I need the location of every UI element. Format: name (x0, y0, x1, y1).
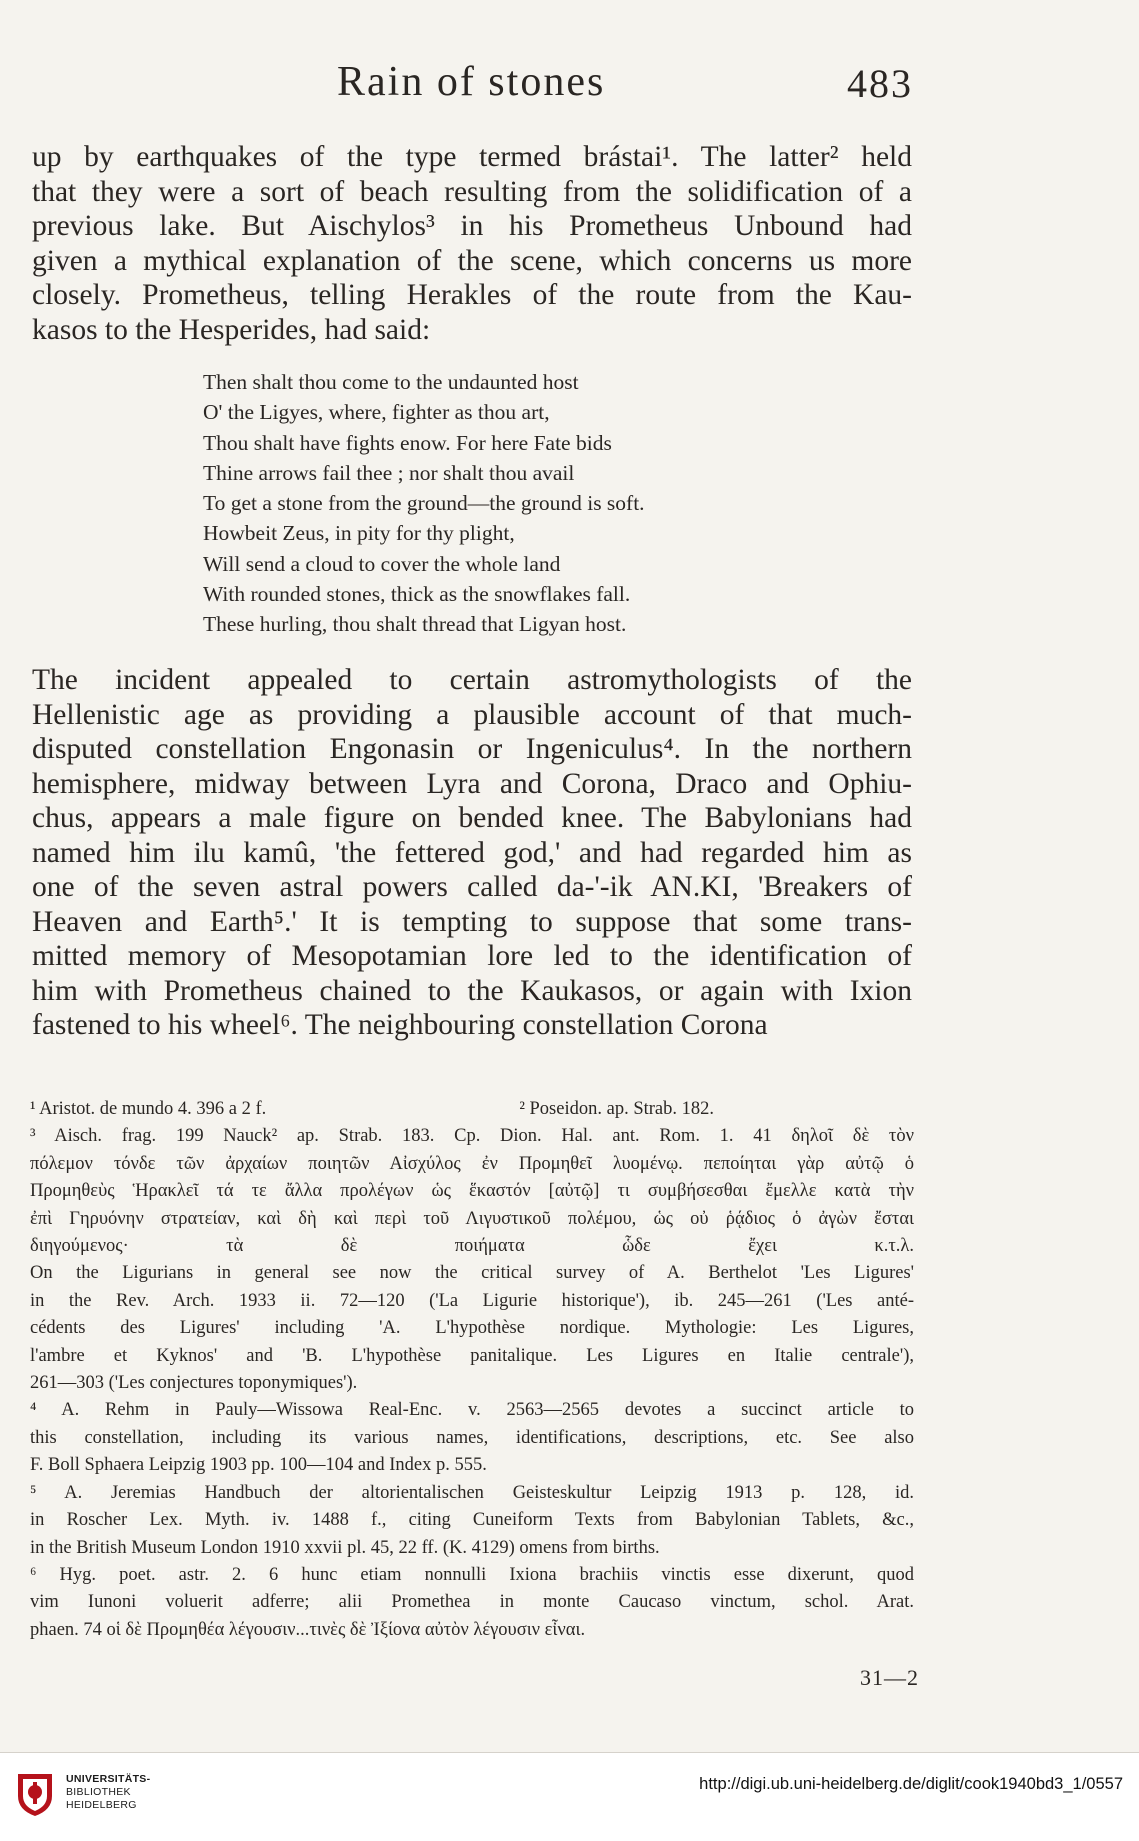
body-text (32, 140, 912, 347)
footnote-line: this constellation, including its various names, identifications, descriptions, etc. See also (30, 1427, 914, 1448)
paragraph-1 (32, 140, 912, 347)
library-name (66, 1773, 150, 1812)
footnote-line: πόλεμον τόνδε τῶν ἀρχαίων ποιητῶν Αἰσχύλος ἐν Προμηθεῖ λυομένῳ. πεποίηται γὰρ αὐτῷ ὁ (30, 1153, 914, 1174)
body-line: hemisphere, midway between Lyra and Corona, Draco and Ophiu- (32, 767, 912, 800)
footnote-line: F. Boll Sphaera Leipzig 1903 pp. 100—104 and Index p. 555. (30, 1455, 487, 1476)
body-line: fastened to his wheel⁶. The neighbouring constellation Corona (32, 1009, 768, 1041)
footnote-line: in the Rev. Arch. 1933 ii. 72—120 ('La Ligurie historique'), ib. 245—261 ('Les anté- (30, 1290, 914, 1311)
body-line: kasos to the Hesperides, had said: (32, 313, 431, 346)
footnote-1: ¹ Aristot. de mundo 4. 396 a 2 f. (30, 1099, 267, 1119)
body-line: The incident appealed to certain astromythologists of the (32, 664, 912, 696)
footnote-row-1-2 (30, 1096, 914, 1123)
footnote-line: ἐπὶ Γηρυόνην στρατείαν, καὶ δὴ καὶ περὶ τοῦ Λιγυστικοῦ πολέμου, ὡς οὐ ῥᾴδιος ὁ ἀγὼν ἔσται (30, 1208, 914, 1229)
library-name-line-1: UNIVERSITÄTS- (66, 1773, 151, 1785)
body-line: Heaven and Earth⁵.' It is tempting to suppose that some trans- (32, 905, 912, 938)
body-line: chus, appears a male figure on bended knee. The Babylonians had (32, 802, 912, 834)
footnote-line: 261—303 ('Les conjectures toponymiques'). (30, 1373, 358, 1394)
paragraph-2 (32, 663, 912, 1043)
footnote-5 (30, 1480, 914, 1562)
poem-line: Will send a cloud to cover the whole land (203, 551, 561, 576)
poem-quotation (203, 367, 903, 640)
poem-line: Then shalt thou come to the undaunted host (203, 370, 579, 394)
body-line: up by earthquakes of the type termed brástai¹. The latter² held (32, 141, 912, 173)
footnote-line: ⁶ Hyg. poet. astr. 2. 6 hunc etiam nonnulli Ixiona brachiis vinctis esse dixerunt, quod (30, 1564, 914, 1585)
footer-bar (0, 1752, 1139, 1841)
library-name-line-3: HEIDELBERG (66, 1799, 137, 1811)
footnote-line: Προμηθεὺς Ἡρακλεῖ τά τε ἄλλα προλέγων ὡς ἕκαστόν [αὐτῷ] τι συμβήσεσθαι ἔμελλε κατὰ τὴν (30, 1181, 914, 1202)
body-line: disputed constellation Engonasin or Ingeniculus⁴. In the northern (32, 733, 912, 765)
signature-mark: 31—2 (860, 1665, 919, 1690)
footnote-line: phaen. 74 οἱ δὲ Προμηθέα λέγουσιν...τινὲς δὲ Ἰξίονα αὐτὸν λέγουσιν εἶναι. (30, 1619, 586, 1640)
page-number: 483 (847, 61, 913, 106)
library-name-line-2: BIBLIOTHEK (66, 1786, 131, 1798)
footnote-line: in the British Museum London 1910 xxvii pl. 45, 22 ff. (K. 4129) omens from births. (30, 1537, 660, 1558)
footnote-line: vim Iunoni voluerit adferre; alii Promethea in monte Caucaso vinctum, schol. Arat. (30, 1592, 914, 1613)
footnote-line: ⁵ A. Jeremias Handbuch der altorientalischen Geisteskultur Leipzig 1913 p. 128, id. (30, 1482, 914, 1503)
body-line: previous lake. But Aischylos³ in his Prometheus Unbound had (32, 210, 912, 242)
poem-line: With rounded stones, thick as the snowflakes fall. (203, 582, 631, 607)
poem-line: Thou shalt have fights enow. For here Fate bids (203, 430, 612, 455)
footnote-4 (30, 1397, 914, 1479)
poem-line: To get a stone from the ground—the ground is soft. (203, 491, 645, 516)
library-seal-icon (14, 1770, 56, 1818)
running-head (0, 58, 1139, 118)
footnote-3 (30, 1123, 914, 1397)
body-line: mitted memory of Mesopotamian lore led to the identification of (32, 940, 912, 972)
body-line: given a mythical explanation of the scene, which concerns us more (32, 244, 912, 277)
page-title: Rain of stones (337, 59, 606, 105)
poem-line: O' the Ligyes, where, fighter as thou art, (203, 400, 550, 425)
body-text-continued (32, 663, 912, 1043)
poem-line: These hurling, thou shalt thread that Ligyan host. (203, 612, 627, 637)
body-line: one of the seven astral powers called da-'-ik AN.KI, 'Breakers of (32, 871, 912, 903)
source-url-link[interactable]: http://digi.ub.uni-heidelberg.de/diglit/cook1940bd3_1/0557 (699, 1775, 1123, 1793)
body-line: Hellenistic age as providing a plausible account of that much- (32, 698, 912, 731)
footer-divider (0, 1752, 1139, 1753)
poem-line: Thine arrows fail thee ; nor shalt thou avail (203, 460, 575, 485)
body-line: that they were a sort of beach resulting from the solidification of a (32, 175, 912, 208)
footnotes (30, 1096, 914, 1644)
footnote-line: On the Ligurians in general see now the critical survey of A. Berthelot 'Les Ligures' (30, 1263, 914, 1284)
footnote-line: διηγούμενος· τὰ δὲ ποιήματα ὧδε ἔχει κ.τ.λ. (30, 1236, 914, 1257)
footnote-6 (30, 1562, 914, 1644)
footnote-line: cédents des Ligures' including 'A. L'hypothèse nordique. Mythologie: Les Ligures, (30, 1318, 914, 1339)
body-line: closely. Prometheus, telling Herakles of the route from the Kau- (32, 279, 912, 311)
body-line: named him ilu kamû, 'the fettered god,' and had regarded him as (32, 836, 912, 869)
footnote-line: l'ambre et Kyknos' and 'B. L'hypothèse panitalique. Les Ligures en Italie centrale'), (30, 1345, 914, 1366)
footnote-line: ⁴ A. Rehm in Pauly—Wissowa Real-Enc. v. 2563—2565 devotes a succinct article to (30, 1400, 914, 1421)
footnote-line: ³ Aisch. frag. 199 Nauck² ap. Strab. 183. Cp. Dion. Hal. ant. Rom. 1. 41 δηλοῖ δὲ τὸν (30, 1126, 914, 1147)
footnote-2: ² Poseidon. ap. Strab. 182. (519, 1099, 714, 1119)
poem-line: Howbeit Zeus, in pity for thy plight, (203, 521, 515, 546)
footnote-line: in Roscher Lex. Myth. iv. 1488 f., citing Cuneiform Texts from Babylonian Tablets, &c., (30, 1510, 914, 1531)
body-line: him with Prometheus chained to the Kaukasos, or again with Ixion (32, 974, 912, 1007)
